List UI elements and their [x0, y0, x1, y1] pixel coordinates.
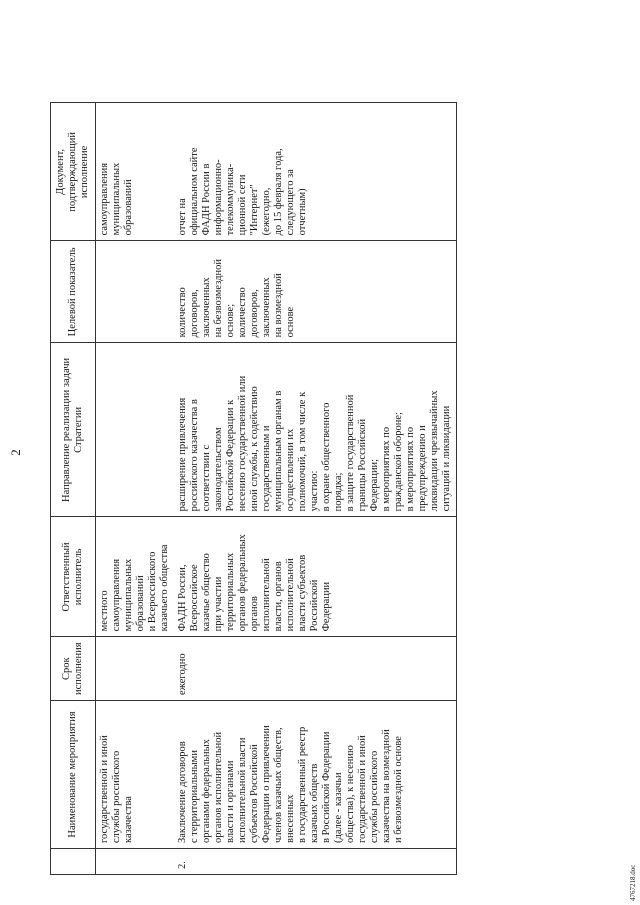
measure-name: государственной и иной службы российского казачества — [96, 701, 175, 849]
page-number: 2 — [8, 449, 23, 456]
header-name: Наименование мероприятия — [51, 701, 96, 849]
header-document: Документ, подтверждающий исполнение — [51, 103, 96, 241]
row-number: 2. — [174, 849, 457, 875]
measures-table — [50, 102, 457, 875]
measure-responsible: ФАДН России, Всероссийское казачье общество при участии территориальных органов федеральных органов исполнительной власти, органов исполнительной власти субъектов Российской Федерации — [174, 517, 457, 637]
measure-direction — [96, 343, 175, 517]
measure-term — [96, 637, 175, 701]
header-responsible: Ответственный исполнитель — [51, 517, 96, 637]
measure-indicator — [96, 241, 175, 343]
measure-term: ежегодно — [174, 637, 457, 701]
measure-document: самоуправления муниципальных образований — [96, 103, 175, 241]
header-number — [51, 849, 96, 875]
header-direction: Направление реализации задачи Стратегии — [51, 343, 96, 517]
table-header-row — [51, 103, 96, 875]
header-term: Срок исполнения — [51, 637, 96, 701]
measure-responsible: местного самоуправления муниципальных образований и Всероссийского казачьего общества — [96, 517, 175, 637]
document-footer: 4767218.doc — [629, 864, 637, 901]
header-indicator: Целевой показатель — [51, 241, 96, 343]
measure-document: отчет на официальном сайте ФАДН России в информационно- телекоммуника- ционной сети "Интернет" (ежегодно, до 15 февраля года, следующего за отчетным) — [174, 103, 457, 241]
table-row — [96, 103, 175, 875]
measure-name: Заключение договоров с территориальными органами федеральных органов исполнительной власти и органами исполнительной власти субъектов Российской Федерации о привлечении членов казачьих обществ, внесенных в государственный реестр казачьих обществ в Российской Федерации (далее - казачьи общества), к несению государственной и иной службы российского казачества на возмездной и безвозмездной основе — [174, 701, 457, 849]
measure-indicator: количество договоров, заключенных на безвозмездной основе; количество договоров, заключенных на возмездной основе — [174, 241, 457, 343]
table-row — [174, 103, 457, 875]
row-number — [96, 849, 175, 875]
measure-direction: расширение привлечения российского казачества в соответствии с законодательством Российской Федерации к несению государственной или иной службы, к содействию государственным и муниципальным органам в осуществлении их полномочий, в том числе к участию: в охране общественного порядка; в защите государственной границы Российской Федерации; в мероприятиях по гражданской обороне; в мероприятиях по предупреждению и ликвидации чрезвычайных ситуаций и ликвидации — [174, 343, 457, 517]
